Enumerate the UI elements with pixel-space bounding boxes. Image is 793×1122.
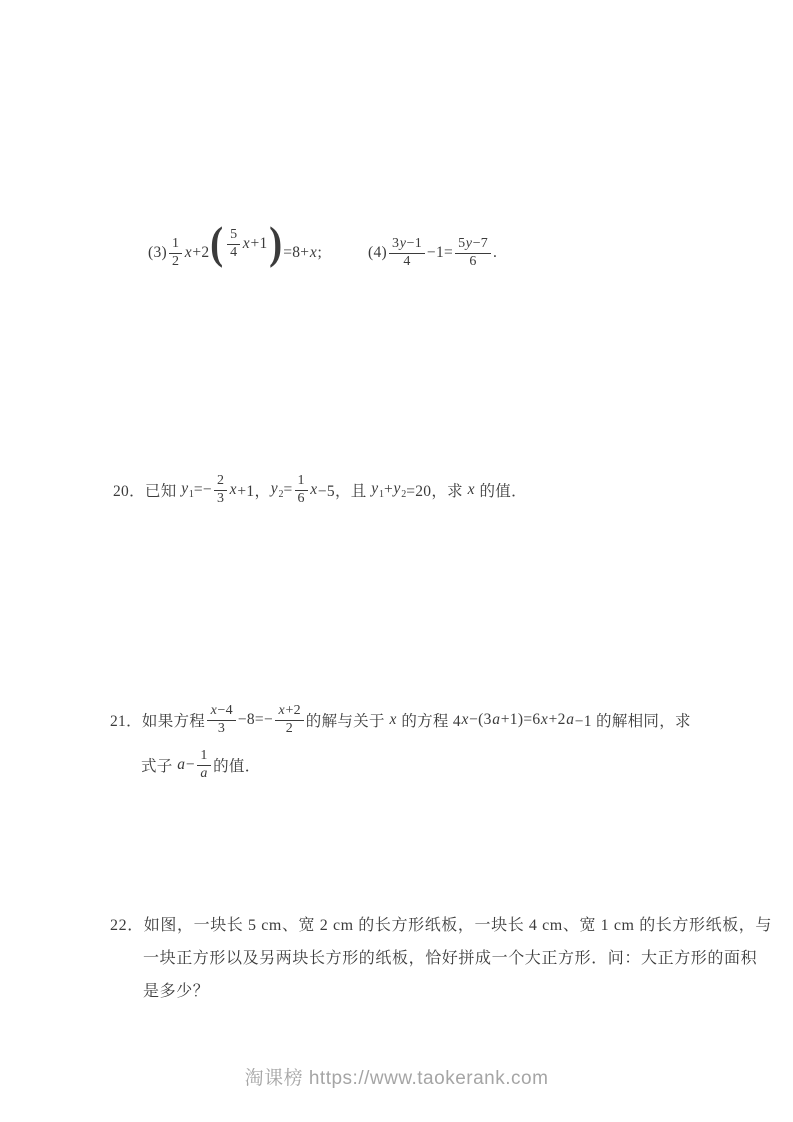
problem-20: 20．已知 $y_1$ =− $\frac{2}{3}$ x +1， $y_2$ = $\frac{1}{6}$ x −5，且 $y_1$ + $y_2$ =20，求 x 的值．	[113, 473, 527, 506]
fraction: $\frac{5y-7}{6}$	[455, 236, 491, 269]
fraction: $\frac{x+2}{2}$	[275, 703, 304, 736]
fraction: $\frac{1}{6}$	[295, 473, 308, 506]
fraction: $\frac{x-4}{3}$	[207, 703, 236, 736]
equation-3: (3) $\frac{1}{2}$ x +2 ( $\frac{5}{4}$ x +1 ) =8+ x ;	[148, 217, 323, 269]
fraction: $\frac{1}{2}$	[169, 236, 182, 269]
problem-21-line2: 式子 a − $\frac{1}{a}$ 的值．	[141, 748, 261, 781]
big-parenthesis: (	[210, 217, 224, 269]
problem-22-line2: 一块正方形以及另两块长方形的纸板，恰好拼成一个大正方形．问：大正方形的面积	[143, 950, 758, 967]
fraction: $\frac{2}{3}$	[214, 473, 227, 506]
problem-22-line1: 22．如图，一块长 5 cm、宽 2 cm 的长方形纸板，一块长 4 cm、宽 1 cm 的长方形纸板，与	[110, 917, 772, 934]
fraction: $\frac{3y-1}{4}$	[389, 236, 425, 269]
equation-4: (4) $\frac{3y-1}{4}$ −1= $\frac{5y-7}{6}$ .	[368, 236, 498, 269]
problem-21-line1: 21．如果方程 $\frac{x-4}{3}$ −8=− $\frac{x+2}{2}$ 的解与关于 x 的方程 4 x −(3 a +1)=6 x +2 a −1 的解相同，求	[110, 703, 691, 736]
big-parenthesis: )	[268, 217, 283, 269]
problem-22-line3: 是多少？	[143, 983, 210, 1000]
footer-credit: 淘课榜 https://www.taokerank.com	[244, 1068, 549, 1089]
fraction: $\frac{5}{4}$	[227, 227, 240, 260]
fraction: $\frac{1}{a}$	[197, 748, 211, 781]
